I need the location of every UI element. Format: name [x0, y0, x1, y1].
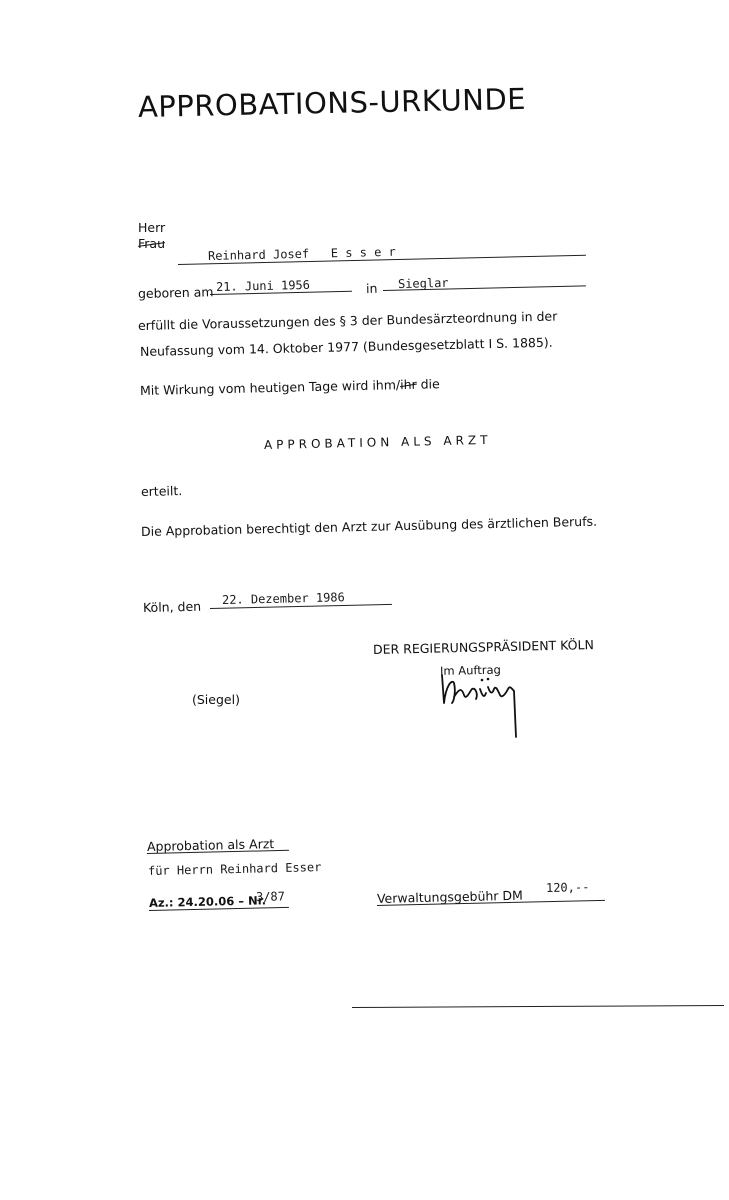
- person-first-names: Reinhard Josef: [207, 246, 310, 263]
- authority-name: DER REGIERUNGSPRÄSIDENT KÖLN: [372, 636, 595, 657]
- requirements-line-1: erfüllt die Voraussetzungen des § 3 der Bundesärzteordnung in der: [137, 308, 558, 333]
- fee-label: Verwaltungsgebühr DM: [376, 887, 524, 906]
- birth-place-label: in: [365, 280, 378, 296]
- salutation-herr: Herr: [138, 220, 166, 235]
- person-surname: E s s e r: [330, 244, 396, 261]
- document-title: APPROBATIONS-URKUNDE: [137, 81, 527, 124]
- salutation-frau-struck: [138, 236, 165, 251]
- signature-icon: [432, 662, 532, 745]
- seal-label: (Siegel): [192, 692, 240, 707]
- birth-date: 21. Juni 1956: [215, 277, 311, 294]
- granted-text: erteilt.: [140, 483, 183, 499]
- entitlement-text: Die Approbation berechtigt den Arzt zur Ausübung des ärztlichen Berufs.: [140, 513, 598, 539]
- footer-recipient: für Herrn Reinhard Esser: [147, 860, 322, 878]
- in-order-label: Im Auftrag: [439, 662, 501, 678]
- effect-post: die: [416, 376, 440, 392]
- salutation-frau: Frau: [138, 236, 166, 251]
- effect-struck: ihr: [399, 376, 417, 393]
- az-label: Az.: 24.20.06 – Nr.: [148, 893, 267, 910]
- az-number: 3/87: [255, 889, 286, 904]
- requirements-line-2: Neufassung vom 14. Oktober 1977 (Bundesgesetzblatt I S. 1885).: [139, 334, 553, 359]
- footer-heading: Approbation als Arzt: [146, 836, 275, 854]
- birth-label: geboren am: [137, 284, 214, 301]
- date-place-label: Köln, den: [142, 598, 202, 615]
- issue-date: 22. Dezember 1986: [221, 590, 345, 607]
- effect-pre: Mit Wirkung vom heutigen Tage wird ihm/: [139, 377, 401, 398]
- approbation-heading: APPROBATION ALS ARZT: [263, 432, 492, 452]
- fee-value: 120,--: [545, 880, 590, 895]
- effect-line: [140, 376, 440, 398]
- bottom-rule: [352, 1005, 724, 1008]
- birth-place: Sieglar: [397, 275, 449, 291]
